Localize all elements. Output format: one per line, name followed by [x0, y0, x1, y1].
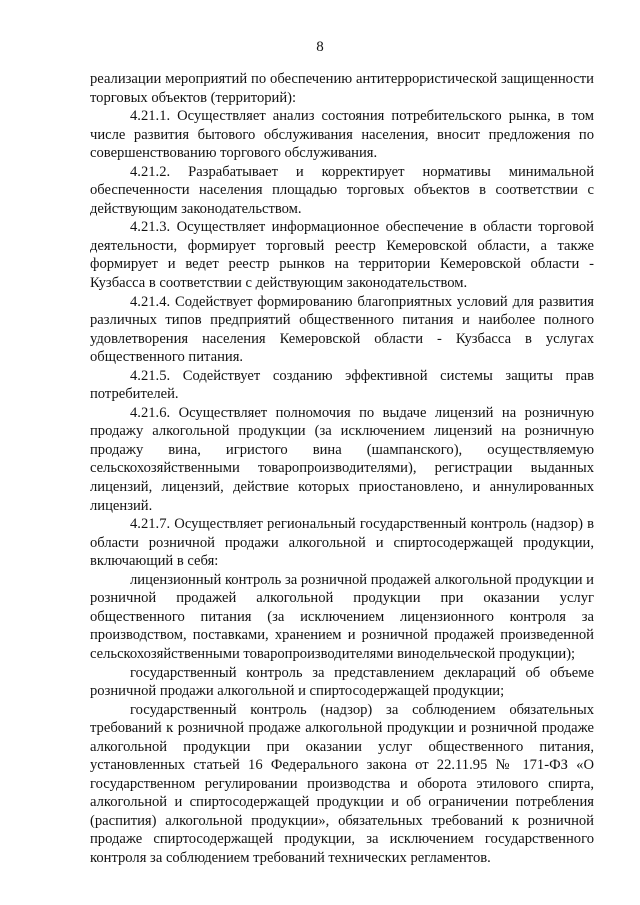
- paragraph-declaration-control: государственный контроль за представлением деклараций об объеме розничной продажи алкогольной и спиртосодержащей продукции;: [90, 664, 594, 700]
- paragraph-4-21-3: 4.21.3. Осуществляет информационное обеспечение в области торговой деятельности, формирует торговый реестр Кемеровской области, а также формирует и ведет реестр рынков на территории Кемеровской области - Кузбасса в соответствии с действующим законодательством.: [90, 219, 594, 292]
- paragraph-4-21-6: 4.21.6. Осуществляет полномочия по выдаче лицензий на розничную продажу алкогольной продукции (за исключением лицензий на розничную продажу вина, игристого вина (шампанского), осуществляемую сельскохозяйственными товаропроизводителями), регистрации выданных лицензий, лицензий, действие которых приостановлено, и аннулированных лицензий.: [90, 404, 594, 514]
- paragraph-intro-continuation: реализации мероприятий по обеспечению антитеррористической защищенности торговых объектов (территорий):: [90, 71, 594, 106]
- paragraph-state-supervision: государственный контроль (надзор) за соблюдением обязательных требований к розничной продаже алкогольной продукции и розничной продаже алкогольной продукции при оказании услуг общественного питания, установленных статьей 16 Федерального закона от 22.11.95 № 171-ФЗ «О государственном регулировании производства и оборота этилового спирта, алкогольной и спиртосодержащей продукции и об ограничении потребления (распития) алкогольной продукции», обязательных требований к розничной продаже спиртосодержащей продукции, за исключением государственного контроля за соблюдением требований технических регламентов.: [90, 701, 594, 866]
- paragraph-4-21-2: 4.21.2. Разрабатывает и корректирует нормативы минимальной обеспеченности населения площадью торговых объектов в соответствии с действующим законодательством.: [90, 163, 594, 217]
- paragraph-4-21-5: 4.21.5. Содействует созданию эффективной системы защиты прав потребителей.: [90, 367, 594, 403]
- paragraph-4-21-4: 4.21.4. Содействует формированию благоприятных условий для развития различных типов предприятий общественного питания и наиболее полного удовлетворения населения Кемеровской области - Кузбасса в услугах общественного питания.: [90, 293, 594, 366]
- document-body: [90, 70, 594, 868]
- paragraph-4-21-1: 4.21.1. Осуществляет анализ состояния потребительского рынка, в том числе развития бытового обслуживания населения, вносит предложения по совершенствованию торгового обслуживания.: [90, 108, 594, 162]
- paragraph-licensing-control: лицензионный контроль за розничной продажей алкогольной продукции и розничной продажей алкогольной продукции при оказании услуг общественного питания (за исключением лицензионного контроля за производством, поставками, хранением и розничной продажей произведенной сельскохозяйственными товаропроизводителями винодельческой продукции);: [90, 571, 594, 662]
- paragraph-4-21-7: 4.21.7. Осуществляет региональный государственный контроль (надзор) в области розничной продажи алкогольной и спиртосодержащей продукции, включающий в себя:: [90, 516, 594, 570]
- page-number: 8: [316, 39, 324, 55]
